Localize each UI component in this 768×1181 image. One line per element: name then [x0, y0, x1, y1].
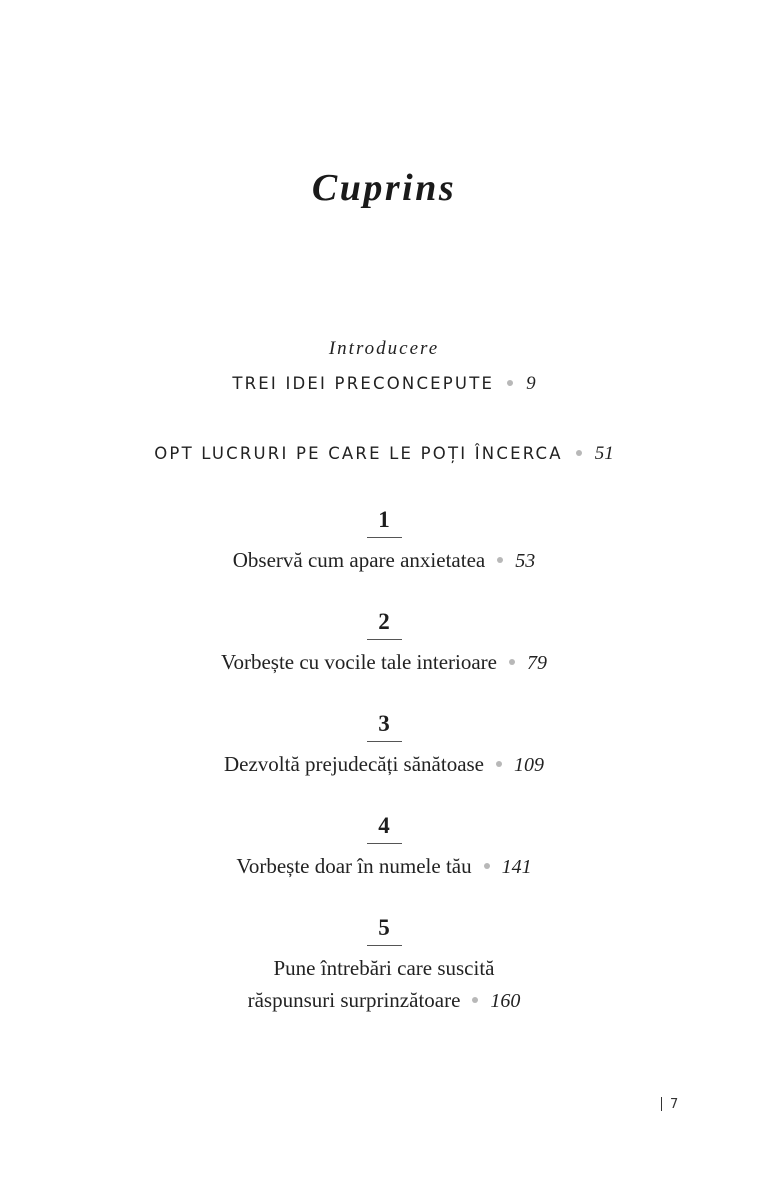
chapter-number: 4	[378, 813, 390, 838]
toc-entry-chapter-2	[0, 608, 768, 679]
bullet-icon	[496, 761, 502, 767]
folio	[661, 1097, 678, 1112]
toc-entry-chapter-4	[0, 812, 768, 883]
toc-entry-chapter-5	[0, 914, 768, 1017]
chapter-number: 3	[378, 711, 390, 736]
toc-entry-chapter-1	[0, 506, 768, 577]
toc-entry-section-2	[0, 443, 768, 465]
page-number: 9	[526, 373, 536, 394]
chapter-title: Dezvoltă prejudecăți sănătoase	[223, 752, 485, 776]
chapter-divider	[367, 537, 402, 538]
bullet-icon	[497, 557, 503, 563]
bullet-icon	[472, 997, 478, 1003]
bullet-icon	[507, 380, 513, 386]
chapter-divider	[367, 843, 402, 844]
chapter-number: 2	[378, 609, 390, 634]
page-number: 160	[490, 990, 521, 1012]
bullet-icon	[509, 659, 515, 665]
chapter-title: Vorbește cu vocile tale interioare	[221, 650, 497, 674]
chapter-title: Observă cum apare anxietatea	[232, 548, 486, 572]
chapter-number: 1	[378, 507, 390, 532]
chapter-title: Vorbește doar în numele tău	[236, 854, 472, 878]
page-number: 141	[501, 856, 532, 878]
section-title: TREI IDEI PRECONCEPUTE	[232, 374, 495, 393]
section-title: OPT LUCRURI PE CARE LE POȚI ÎNCERCA	[154, 444, 563, 463]
intro-label: Introducere	[328, 338, 440, 359]
bullet-icon	[576, 450, 582, 456]
chapter-divider	[367, 741, 402, 742]
chapter-divider	[367, 639, 402, 640]
chapter-title-line-2: răspunsuri surprinzătoare	[247, 988, 461, 1012]
folio-rule	[661, 1097, 662, 1111]
folio-number: 7	[670, 1097, 679, 1112]
chapter-title-line-1: Pune întrebări care suscită	[273, 956, 495, 980]
page-number: 79	[527, 652, 547, 674]
toc-entry-section-1	[0, 373, 768, 395]
chapter-divider	[367, 945, 402, 946]
toc-entry-chapter-3	[0, 710, 768, 781]
chapter-number: 5	[378, 915, 390, 940]
page-number: 51	[594, 443, 614, 464]
page-number: 109	[514, 754, 545, 776]
page-number: 53	[515, 550, 536, 572]
page-title: Cuprins	[311, 167, 457, 209]
bullet-icon	[484, 863, 490, 869]
